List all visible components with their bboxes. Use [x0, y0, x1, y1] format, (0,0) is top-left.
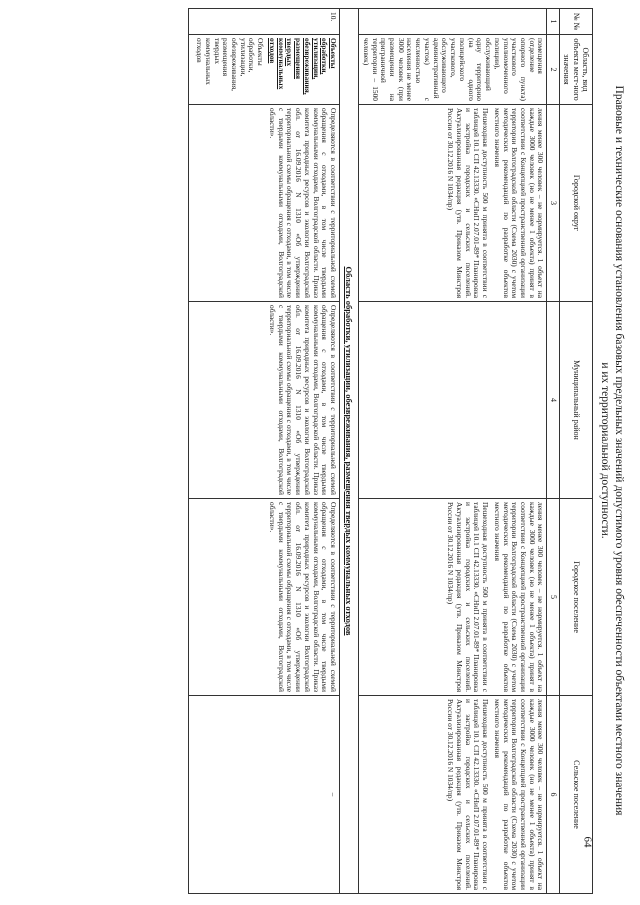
row2-municipal-cell: Определяются в соответствии с территориальной схемой обращения с отходами, в том числе твердыми коммунальными отходами, Волгоградской области. Приказ комитета природных ресурсов и экологии Волгоградской обл. от 16.09.2016 N 1310 «Об утверждении территориальной схемы обращения с отходами, в том числе с твердыми коммунальными отходами, Волгоградской области».: [189, 302, 340, 499]
document-title: [597, 8, 626, 893]
column-numbers-row: [547, 9, 559, 894]
page-number: 64: [581, 836, 594, 848]
row1-city-cell: [359, 105, 547, 302]
section-row: [340, 9, 359, 894]
row1-city-norm: ления менее 300 человек – не нормируется. 1 объект на каждые 3000 человек (но не менее 1 объекта) принят в соответствии с Концепцией пространственной организации территории Волгоградской области (Схема 2030) с учетом методических рекомендаций по разработке объектов местного значения: [492, 108, 546, 298]
row1-rural-access: Пешеходная доступность 500 м принята в соответствии с таблицей 10.1 СП 42.13330. «СНиП 2.07.01-89* Планировка и застройка городских и сельских поселений. Актуализированная редакция (утв. Приказом Минстроя России от 30.12.2016 N 1034/пр): [446, 699, 491, 890]
header-number: № №: [559, 9, 592, 35]
colnum-3: 3: [547, 105, 559, 302]
colnum-2: 2: [547, 35, 559, 105]
header-city-district: Городской округ: [559, 105, 592, 302]
row1-city-access: Пешеходная доступность 500 м принята в соответствии с таблицей 10.1 СП 42.13330. «СНиП 2.07.01-89* Планировка и застройка городских и сельских поселений. Актуализированная редакция (утв. Приказом Минстроя России от 30.12.2016 N 1034/пр): [446, 108, 491, 298]
row2-rural-cell: –: [189, 696, 340, 894]
colnum-1: 1: [547, 9, 559, 35]
table-row: [359, 9, 547, 894]
header-urban-settlement: Городское поселение: [559, 499, 592, 696]
row1-urban-cell: [359, 499, 547, 696]
row1-urban-access: Пешеходная доступность 500 м принята в соответствии с таблицей 10.1 СП 42.13330. «СНиП 2.07.01-89* Планировка и застройка городских и сельских поселений. Актуализированная редакция (утв. Приказом Минстроя России от 30.12.2016 N 1034/пр): [446, 502, 491, 692]
title-line-1: Правовые и технические основания установления базовых предельных значений допустимого уровня обеспеченности объектами местного значения: [613, 85, 625, 816]
section-title: Область обработки, утилизации, обезвреживания, размещения твердых коммунальных отходов: [340, 9, 359, 894]
colnum-6: 6: [547, 696, 559, 894]
row1-urban-norm: ления менее 300 человек – не нормируется. 1 объект на каждые 3000 человек (но не менее 1 объекта) принят в соответствии с Концепцией пространственной организации территории Волгоградской области (Схема 2030) с учетом методических рекомендаций по разработке объектов местного значения: [492, 502, 546, 692]
rotated-page: [18, 8, 628, 893]
row1-rural-cell: [359, 696, 547, 894]
title-line-2: и их территориальной доступности.: [598, 362, 611, 539]
row2-object-text: Объекты обработки, утилизации, обезвреживания, размещения твердых коммунальных отходов: [195, 38, 266, 92]
row1-object: помещения (отделение опорного пункта) участкового уполномоченного полиции), обслуживающий одну территорию (на одного полицейского участкового, обслуживающего административный участок) с численностью населения не менее 3000 человек (при размещении на приграничной территории – 1500 человек): [359, 35, 547, 105]
row2-object-cell: [189, 35, 340, 105]
colnum-5: 5: [547, 499, 559, 696]
header-object: Область, вид объекта мест-ного значения: [559, 35, 592, 105]
row1-municipal-cell: [359, 302, 547, 499]
colnum-4: 4: [547, 302, 559, 499]
header-rural-settlement: Сельское поселение: [559, 696, 592, 894]
header-municipal-district: Муниципальный район: [559, 302, 592, 499]
norms-table: [188, 8, 593, 894]
row2-urban-cell: Определяются в соответствии с территориальной схемой обращения с отходами, в том числе твердыми коммунальными отходами, Волгоградской области. Приказ комитета природных ресурсов и экологии Волгоградской обл. от 16.09.2016 N 1310 «Об утверждении территориальной схемы обращения с отходами, в том числе с твердыми коммунальными отходами, Волгоградской области».: [189, 499, 340, 696]
row1-rural-norm: ления менее 300 человек – не нормируется. 1 объект на каждые 3000 человек (но не менее 1 объекта) принят в соответствии с Концепцией пространственной организации территории Волгоградской области (Схема 2030) с учетом методических рекомендаций по разработке объектов местного значения: [492, 699, 546, 890]
row2-object-title: Объекты обработки, утилизации, обезвреживания, размещения твердых коммунальных отходов: [267, 38, 339, 95]
table-row: [189, 9, 340, 894]
table-header-row: [559, 9, 592, 894]
row2-number: 10.: [189, 9, 340, 35]
row2-city-cell: Определяются в соответствии с территориальной схемой обращения с отходами, в том числе твердыми коммунальными отходами, Волгоградской области. Приказ комитета природных ресурсов и экологии Волгоградской обл. от 16.09.2016 N 1310 «Об утверждении территориальной схемы обращения с отходами, в том числе с твердыми коммунальными отходами, Волгоградской области».: [189, 105, 340, 302]
row1-number: [359, 9, 547, 35]
